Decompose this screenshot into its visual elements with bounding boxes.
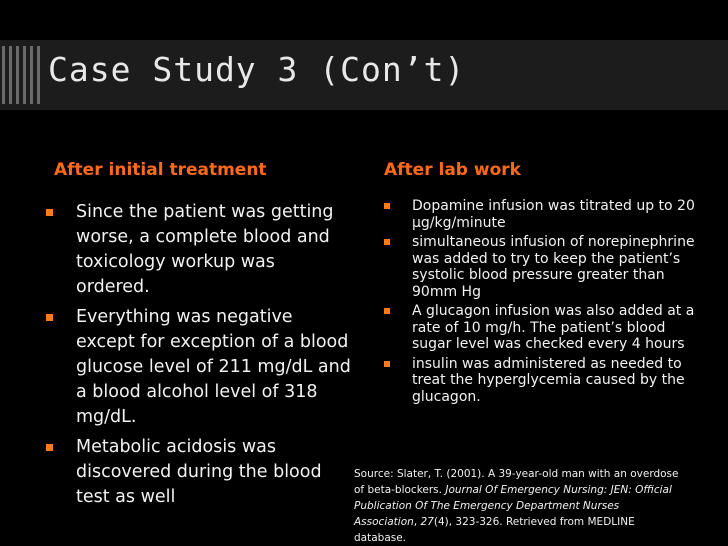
square-bullet-icon bbox=[46, 444, 53, 451]
journal-title: Journal Of Emergency Nursing: JEN: Official Publication Of The Emergency Department Nurses Association bbox=[354, 484, 672, 528]
decorative-stripes bbox=[0, 40, 40, 110]
square-bullet-icon bbox=[384, 239, 390, 245]
square-bullet-icon bbox=[384, 203, 390, 209]
list-item: Metabolic acidosis was discovered during the blood test as well bbox=[42, 435, 352, 510]
left-column-heading: After initial treatment bbox=[54, 160, 267, 180]
square-bullet-icon bbox=[384, 361, 390, 367]
right-bullet-list bbox=[378, 198, 698, 408]
list-item: Dopamine infusion was titrated up to 20 µg/kg/minute bbox=[378, 198, 698, 231]
square-bullet-icon bbox=[46, 314, 53, 321]
list-item: Everything was negative except for exception of a blood glucose level of 211 mg/dL and a blood alcohol level of 318 mg/dL. bbox=[42, 305, 352, 430]
left-bullet-list bbox=[42, 200, 352, 515]
slide-title: Case Study 3 (Con’t) bbox=[48, 50, 466, 89]
right-column-heading: After lab work bbox=[384, 160, 521, 180]
square-bullet-icon bbox=[384, 308, 390, 314]
source-citation: Source: Slater, T. (2001). A 39-year-old man with an overdose of beta-blockers. Journal Of Emergency Nursing: JEN: Official Publication Of The Emergency Department Nurses Association, 27(4), 323-326. Retrieved from MEDLINE database. bbox=[354, 468, 679, 544]
list-item: Since the patient was getting worse, a complete blood and toxicology workup was ordered. bbox=[42, 200, 352, 300]
list-item: insulin was administered as needed to treat the hyperglycemia caused by the glucagon. bbox=[378, 356, 698, 406]
list-item: simultaneous infusion of norepinephrine was added to try to keep the patient’s systolic blood pressure greater than 90mm Hg bbox=[378, 234, 698, 300]
journal-volume: 27 bbox=[420, 516, 434, 528]
square-bullet-icon bbox=[46, 209, 53, 216]
list-item: A glucagon infusion was also added at a rate of 10 mg/h. The patient’s blood sugar level was checked every 4 hours bbox=[378, 303, 698, 353]
